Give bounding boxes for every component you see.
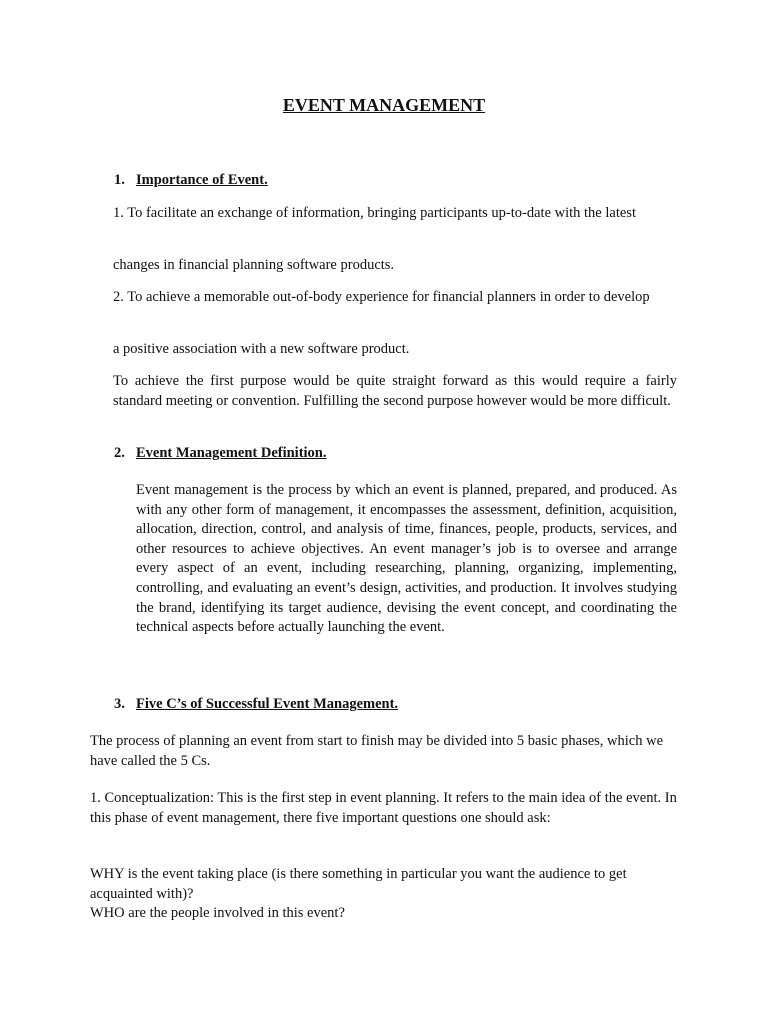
section-1-paragraph-2a: 2. To achieve a memorable out-of-body experience for financial planners in order to develop — [113, 289, 650, 305]
section-3-intro: The process of planning an event from start to finish may be divided into 5 basic phases, which we have called the 5 Cs. — [90, 733, 664, 769]
section-1-paragraph-1b: changes in financial planning software products. — [113, 257, 395, 273]
section-2-heading — [114, 444, 327, 462]
section-1-paragraph-1a: 1. To facilitate an exchange of information, bringing participants up-to-date with the latest — [113, 205, 636, 221]
section-3-number: 3. — [114, 696, 125, 712]
section-2-number: 2. — [114, 445, 125, 461]
document-title: EVENT MANAGEMENT — [282, 95, 486, 115]
section-3-why-question: WHY is the event taking place (is there something in particular you want the audience to get acquainted with)? — [90, 866, 627, 902]
section-1-paragraph-3: To achieve the first purpose would be quite straight forward as this would require a fairly standard meeting or convention. Fulfilling the second purpose however would be more difficult. — [113, 373, 677, 409]
section-1-number: 1. — [114, 172, 125, 188]
section-1-heading — [114, 171, 268, 189]
section-3-heading — [114, 695, 398, 713]
section-1-title: Importance of Event. — [136, 172, 268, 188]
section-1-paragraph-2b: a positive association with a new software product. — [113, 341, 410, 357]
section-2-body: Event management is the process by which an event is planned, prepared, and produced. As with any other form of management, it encompasses the assessment, definition, acquisition, allocation, direction, control, and analysis of time, finances, people, products, services, and other resources to achieve objectives. An event manager’s job is to oversee and arrange every aspect of an event, including researching, planning, organizing, implementing, controlling, and evaluating an event’s design, activities, and production. It involves studying the brand, identifying its target audience, devising the event concept, and coordinating the technical aspects before actually launching the event. — [136, 482, 677, 636]
section-3-title: Five C’s of Successful Event Management. — [136, 696, 399, 712]
section-3-conceptualization: 1. Conceptualization: This is the first step in event planning. It refers to the main idea of the event. In this phase of event management, there five important questions one should ask: — [90, 790, 677, 826]
section-3-who-question: WHO are the people involved in this event? — [90, 905, 345, 921]
section-2-title: Event Management Definition. — [136, 445, 327, 461]
